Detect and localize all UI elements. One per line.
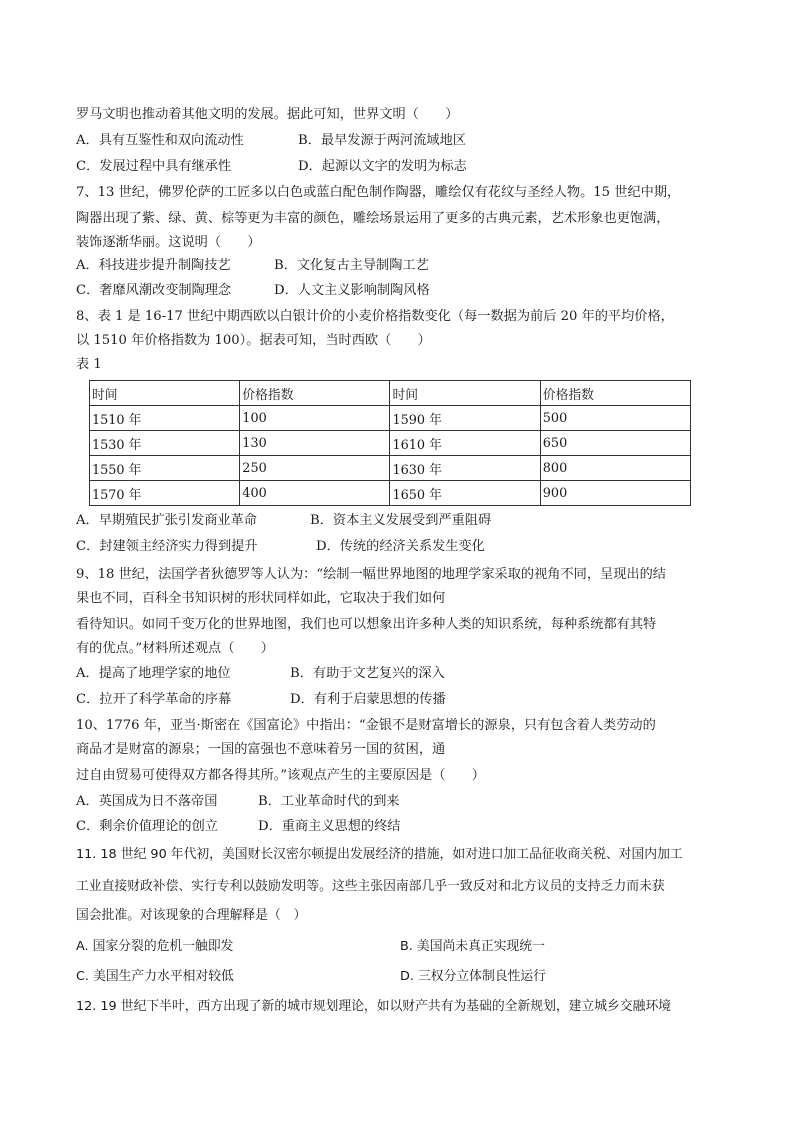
q7-option-c[interactable]: C．奢靡风潮改变制陶理念 — [76, 283, 232, 298]
table-row — [90, 431, 691, 456]
q6-option-c[interactable]: C．发展过程中具有继承性 — [76, 159, 232, 174]
q10-option-a[interactable]: A．英国成为日不落帝国 — [76, 794, 218, 809]
table-header-row — [90, 381, 691, 406]
table-cell: 1610 年 — [390, 431, 540, 456]
q9-option-b[interactable]: B．有助于文艺复兴的深入 — [290, 666, 445, 681]
q11-option-c[interactable]: C. 美国生产力水平相对较低 — [76, 969, 234, 984]
table-cell: 250 — [240, 456, 390, 481]
table-cell: 1650 年 — [390, 481, 540, 506]
q10-option-d[interactable]: D．重商主义思想的终结 — [258, 819, 401, 834]
table-cell: 1570 年 — [90, 481, 240, 506]
table-row — [90, 481, 691, 506]
table-cell: 500 — [540, 406, 690, 431]
q9-stem-line-3: 看待知识。如同千变万化的世界地图，我们也可以想象出许多种人类的知识系统，每种系统都有其特 — [76, 617, 657, 632]
q10-stem-line-3: 过自由贸易可使得双方都各得其所。”该观点产生的主要原因是（ ） — [76, 768, 485, 783]
q6-stem: 罗马文明也推动着其他文明的发展。据此可知，世界文明（ ） — [76, 107, 459, 122]
q11-option-b[interactable]: B. 美国尚未真正实现统一 — [400, 939, 545, 954]
q8-table-caption: 表 1 — [76, 357, 102, 372]
q10-stem-line-2: 商品才是财富的源泉；一国的富强也不意味着另一国的贫困，通 — [76, 742, 446, 757]
q7-stem-line-1: 7、13 世纪，佛罗伦萨的工匠多以白色或蓝白配色制作陶器，雕绘仅有花纹与圣经人物。15 世纪中期， — [76, 185, 681, 200]
q11-option-d[interactable]: D. 三权分立体制良性运行 — [400, 969, 546, 984]
q9-option-a[interactable]: A．提高了地理学家的地位 — [76, 666, 231, 681]
q10-option-b[interactable]: B．工业革命时代的到来 — [258, 794, 400, 809]
q7-stem-line-2: 陶器出现了紫、绿、黄、棕等更为丰富的颜色，雕绘场景运用了更多的古典元素，艺术形象也更饱满， — [76, 211, 670, 226]
table-cell: 1590 年 — [390, 406, 540, 431]
table-header-cell: 时间 — [90, 381, 240, 406]
q11-stem-line-2: 工业直接财政补偿、实行专利以鼓励发明等。这些主张因南部几乎一致反对和北方议员的支持乏力而未获 — [76, 879, 665, 894]
q11-option-a[interactable]: A. 国家分裂的危机一触即发 — [76, 939, 234, 954]
q9-option-c[interactable]: C．拉开了科学革命的序幕 — [76, 692, 232, 707]
table-cell: 650 — [540, 431, 690, 456]
q7-option-b[interactable]: B．文化复古主导制陶工艺 — [274, 258, 429, 273]
table-cell: 100 — [240, 406, 390, 431]
q10-stem-line-1: 10、1776 年，亚当·斯密在《国富论》中指出：“金银不是财富增长的源泉，只有包含着人类劳动的 — [76, 718, 656, 733]
q6-option-a[interactable]: A．具有互鉴性和双向流动性 — [76, 133, 244, 148]
q8-option-b[interactable]: B．资本主义发展受到严重阻碍 — [310, 513, 492, 528]
q9-stem-line-2: 果也不同，百科全书知识树的形状同样如此，它取决于我们如何 — [76, 591, 446, 606]
q10-option-c[interactable]: C．剩余价值理论的创立 — [76, 819, 218, 834]
q12-stem-line-1: 12. 19 世纪下半叶，西方出现了新的城市规划理论，如以财产共有为基础的全新规划，建立城乡交融环境 — [76, 999, 672, 1014]
table-header-cell: 价格指数 — [540, 381, 690, 406]
table-cell: 900 — [540, 481, 690, 506]
q7-option-a[interactable]: A．科技进步提升制陶技艺 — [76, 258, 231, 273]
table-cell: 1550 年 — [90, 456, 240, 481]
q9-option-d[interactable]: D．有利于启蒙思想的传播 — [290, 692, 446, 707]
table-cell: 400 — [240, 481, 390, 506]
q11-stem-line-1: 11. 18 世纪 90 年代初，美国财长汉密尔顿提出发展经济的措施，如对进口加工品征收商关税、对国内加工 — [76, 847, 683, 862]
q9-stem-line-4: 有的优点。”材料所述观点（ ） — [76, 641, 274, 656]
q8-option-a[interactable]: A．早期殖民扩张引发商业革命 — [76, 513, 257, 528]
table-cell: 1510 年 — [90, 406, 240, 431]
q6-option-b[interactable]: B．最早发源于两河流域地区 — [298, 133, 466, 148]
q6-option-d[interactable]: D．起源以文字的发明为标志 — [298, 159, 467, 174]
table-row — [90, 406, 691, 431]
q8-option-c[interactable]: C．封建领主经济实力得到提升 — [76, 539, 258, 554]
q9-stem-line-1: 9、18 世纪，法国学者狄德罗等人认为：“绘制一幅世界地图的地理学家采取的视角不同，呈现出的结 — [76, 567, 666, 582]
table-cell: 800 — [540, 456, 690, 481]
price-index-table — [89, 380, 691, 506]
q8-stem-line-2: 以 1510 年价格指数为 100）。据表可知，当时西欧（ ） — [76, 333, 431, 348]
q7-option-d[interactable]: D．人文主义影响制陶风格 — [274, 283, 430, 298]
table-cell: 130 — [240, 431, 390, 456]
q8-stem-line-1: 8、表 1 是 16-17 世纪中期西欧以白银计价的小麦价格指数变化（每一数据为前后 20 年的平均价格， — [76, 309, 674, 324]
q8-option-d[interactable]: D．传统的经济关系发生变化 — [316, 539, 485, 554]
q11-stem-line-3: 国会批准。对该现象的合理解释是（ ） — [76, 908, 307, 923]
table-cell: 1630 年 — [390, 456, 540, 481]
table-header-cell: 价格指数 — [240, 381, 390, 406]
q7-stem-line-3: 装饰逐渐华丽。这说明（ ） — [76, 235, 261, 250]
table-row — [90, 456, 691, 481]
table-cell: 1530 年 — [90, 431, 240, 456]
table-header-cell: 时间 — [390, 381, 540, 406]
